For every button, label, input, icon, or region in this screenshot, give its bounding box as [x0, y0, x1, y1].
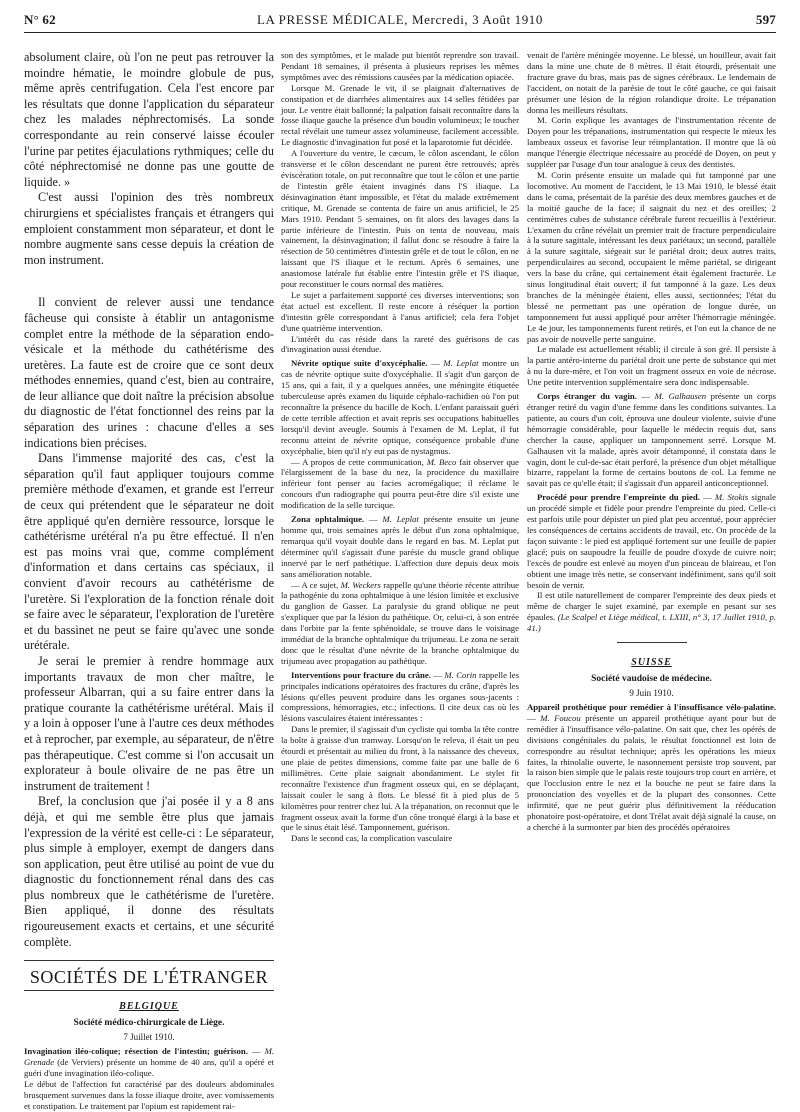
- item-paragraph: Procédé pour prendre l'empreinte du pied. — M. Stokis signale un procédé simple et fidèle pour prendre l'empreinte du pied. Celle-ci est parfois utile pour dépister un pied plat peu accentué, pour apprécier les conséquences de certains accidents de travail, etc. On procède de la façon suivante : le pied est appliqué fortement sur une feuille de papier glacé; puis on saupoudre la feuille de poudre d'oxyde de cuivre noir; l'excès de poudre est enlevé au moyen d'un pinceau de blaireau, et l'on obtient une image très nette, se conservant indéfiniment, sans qu'il soit besoin de vernir.: [527, 492, 776, 590]
- paragraph: Le sujet a parfaitement supporté ces diverses interventions; son état actuel est excellent. Il reste encore à réséquer la portion d'intestin grêle correspondant à l'anus artificiel; cela fera l'objet d'une quatrième intervention.: [281, 289, 519, 333]
- page-header: [24, 6, 776, 33]
- item-heading: Appareil prothétique pour remédier à l'insuffisance vélo-palatine.: [527, 702, 776, 713]
- paragraph: Dans le premier, il s'agissait d'un cycliste qui tomba la tête contre la boîte à graisse d'un tramway. Lorsqu'on le releva, il était un peu étourdi et présentait au milieu du front, à la naissance des cheveux, une plaie de petites dimensions, comme faite par une balle de 6 millimètres. Cette plaie saignait abondamment. Le stylet fit reconnaître l'existence d'un fragment osseux qui, en se déplaçant, laissait couler le sang à flots. Le blessé fit à pied plus de 5 kilomètres pour rentrer chez lui. A la trépanation, on reconnut que le fragment osseux avait la forme d'un cône tronqué élargi à la base et que le sinus était lésé. Tamponnement, guérison.: [281, 724, 519, 833]
- paragraph: M. Corin présente ensuite un malade qui fut tamponné par une locomotive. Au moment de l'accident, le 13 Mai 1910, le blessé était dans le coma, présentait de la parésie des deux membres gauches et de la moitié gauche de la face; il saignait du nez et des oreilles; 2 centimètres cubes de substance cérébrale furent recueillis à l'extérieur. L'examen du crâne révélait un premier trait de fracture perpendiculaire à la suture sagittale, intéressant les deux pariétaux; un second, parallèle à la suture sagittale, siégeait sur le pariétal droit; deux autres traits, perpendiculaires au second, occupaient le même pariétal, se dirigeant vers la base du crâne, qui certainement était également fracturée. Le sinus longitudinal était ouvert; il fut tamponné à la gaze. Les deux branches de la méningée étaient, elles aussi, sectionnées; l'état du blessé ne permettant pas une opération de longue durée, un tamponnement fut aussi appliqué pour arrêter l'hémorragie méningée. Le 4e jour, les tamponnements furent retirés, et l'on eut la chance de ne pas avoir de nouvelle perte sanguine.: [527, 169, 776, 344]
- item-heading: Corps étranger du vagin.: [537, 391, 637, 402]
- item-prefix: — A ce sujet,: [291, 579, 341, 590]
- paragraph: venait de l'artère méningée moyenne. Le blessé, un houilleur, avait fait dans la mine une chute de 8 mètres. Il était étourdi, présentait une fracture grave du bras, mais pas de signes cérébraux. Le lendemain de l'accident, on notait de la parésie de tout le côté gauche, ce qui faisait présumer une lésion de la région rolandique droite. Le trépanation donna les meilleurs résultats.: [527, 50, 776, 115]
- paragraph: absolument claire, où l'on ne peut pas retrouver la moindre hématie, le moindre globule de pus, même après centrifugation. Cela l'est encore par les résultats que donne l'application du séparateur chez les malades néphrectomisés. La sonde correspondante au rein conservé laisse écouler l'urine par petites éjaculations rythmiques; celle du côté néphrectomisé ne donne pas une goutte de liquide. »: [24, 50, 274, 189]
- item-text: (de Verviers) présente un homme de 40 ans, qu'il a opéré et guéri d'une invagination iléo-colique.: [24, 1057, 274, 1079]
- paragraph: son des symptômes, et le malade put bientôt reprendre son travail. Pendant 18 semaines, il présenta à plusieurs reprises les mêmes symptômes avec des rémissions causées par la médication opiacée.: [281, 50, 519, 82]
- paragraph: Je serai le premier à rendre hommage aux importants travaux de mon cher maître, le professeur Albarran, qui a su faire entrer dans la pratique courante la cathétérisme urétéral. Mais il y a loin à opposer l'une à l'autre ces deux méthodes et à reprocher, par exemple, au séparateur, de n'être pas thérapeutique. C'est comme si l'on accusait un explorateur à boule olivaire de ne pas être un instrument de traitement !: [24, 653, 274, 793]
- paragraph: Le début de l'affection fut caractérisé par des douleurs abdominales brusquement survenues dans la fosse iliaque droite, avec vomissements et constipation. Le traitement par l'opium est rapidement rai-: [24, 1078, 274, 1111]
- item-text: présente un corps étranger retiré du vagin d'une femme dans les conditions suivantes. La patiente, au cours d'un coït, éprouva une douleur violente, suivie d'une hémorragie considérable, pour laquelle le médecin requis dut, sans chercher la cause, appliquer un tamponnement serré. Lorsque M. Galhausen vit la malade, après avoir détamponné, il constata dans le vagin, dont le cul-de-sac était perforé, la présence d'un objet métallique bizarre, rappelant la forme de certains boutons de col. La femme ne savait pas ce qu'elle était; il s'agissait d'un appareil anticonceptionnel.: [527, 391, 776, 489]
- item-text: présente ensuite un jeune homme qui, trois semaines après le début d'un zona ophtalmique, remarqua qu'il voyait double dans le regard en bas. M. Leplat put déterminer qu'il s'agissait d'une parésie du muscle grand oblique innervé par le nerf pathétique. L'affection dure depuis deux mois sans amélioration notable.: [281, 514, 519, 579]
- item-paragraph: Interventions pour fracture du crâne. — M. Corin rappelle les principales indications opératoires des fractures du crâne, d'après les lésions qu'elles peuvent produire dans les organes sous-jacents : compressions, hémorragies, etc.; infections. Il cite deux cas où les lésions vasculaires étaient intéressantes :: [281, 669, 519, 724]
- item-heading: Procédé pour prendre l'empreinte du pied.: [537, 492, 700, 503]
- item-author: M. Beco: [426, 456, 457, 467]
- society-heading: Société médico-chirurgicale de Liège.: [73, 1018, 225, 1029]
- item-text: rappelle qu'une théorie récente attribue la pathogénie du zona ophtalmique à une lésion limitée et exclusive du ganglion de Gasser. La paralysie du grand oblique ne peut s'expliquer que par la lésion du pathétique. Or, celui-ci, à son entrée dans l'orbite par la fente sphénoïdale, se trouve dans le voisinage immédiat de la branche ophtalmique du trijumeau. Le zona ne serait donc que le résultat d'une névrite de la branche ophtalmique du trijumeau avec propagation au pathétique.: [281, 579, 520, 666]
- item-author: M. Weckers: [340, 579, 381, 590]
- item-prefix: — A propos de cette communication,: [291, 456, 427, 467]
- column-right: [527, 50, 776, 1078]
- item-author: M. Leplat: [443, 358, 479, 369]
- citation: (Le Scalpel et Liège médical, t. LXIII, n° 3, 17 Juillet 1910, p. 41.): [527, 612, 777, 634]
- column-left: [24, 50, 274, 1111]
- item-author: M. Grenade: [24, 1046, 274, 1068]
- issue-number: N° 62: [24, 12, 56, 27]
- meeting-date: 7 Juillet 1910.: [123, 1032, 175, 1043]
- section-rule: [24, 960, 274, 961]
- paragraph: L'intérêt du cas réside dans la rareté des guérisons de cas d'invagination aussi étendue.: [281, 333, 519, 355]
- paragraph: M. Corin explique les avantages de l'instrumentation récente de Doyen pour les trépanations, instrumentation qui respecte le mieux les lambeaux osseux et favorise leur réimplantation. Il montre que là où manque l'énergie électrique nécessaire au procédé de Doyen, on peut y suppléer par l'usage d'un tour analogue à ceux des dentistes.: [527, 115, 776, 170]
- paragraph: Dans le second cas, la complication vasculaire: [291, 833, 453, 844]
- paragraph: Lorsque M. Grenade le vit, il se plaignait d'alternatives de constipation et de diarrhées alimentaires aux 14 selles fétidées par jour. Le ventre était ballonné; la palpation faisait reconnaître dans la fosse iliaque gauche la présence d'un boudin volumineux; le toucher rectal révélait une tumeur assez volumineuse, facilement accessible. Le diagnostic d'invagination fut posé et la laparotomie fut décidée.: [281, 82, 519, 148]
- item-author: M. Corin: [444, 669, 477, 680]
- item-text: fait observer que l'élargissement de la base du nez, la procidence du maxillaire inférieur font penser au facies acromégalique; il réclame le concours d'un radiographe qui pourra peut-être dire s'il existe une modification de la selle turcique.: [281, 456, 520, 511]
- item-text: rappelle les principales indications opératoires des fractures du crâne, d'après les lésions qu'elles peuvent produire dans les organes sous-jacents : compressions, hémorragies, etc.; infections. Il cite deux cas où les lésions vasculaires étaient intéressantes :: [281, 669, 519, 724]
- paragraph: A l'ouverture du ventre, le cæcum, le côlon ascendant, le côlon transverse et le côlon descendant ne purent être retrouvés; après éviscération totale, on put reconnaître que tout le côlon et une partie de l'intestin grêle étaient invaginés dans l'S iliaque. La désinvagination étant impossible, et l'état du malade extrêmement critique, M. Grenade se contenta de faire un anus artificiel, le 25 Mars 1910. Pendant 5 semaines, on fit alors des lavages dans la partie inférieure de l'intestin. Puis on tenta de nouveau, mais vainement, la désinvagination; il fallut donc se résoudre à faire la résection de 50 centimètres d'intestin grêle et de tout le côlon, en ne laissant que l'S iliaque et le rectum. Après 6 semaines, une anastomose latérale fut établie entre l'intestin grêle et l'S iliaque, pour reconstituer le cours normal des matières.: [281, 148, 519, 290]
- country-heading: BELGIQUE: [119, 1001, 179, 1013]
- country-heading: SUISSE: [631, 657, 672, 669]
- paragraph: Il convient de relever aussi une tendance fâcheuse qui consiste à établir un antagonisme complet entre la méthode de la séparation endo-vésicale et la méthode du cathétérisme des uretères. La faute est de croire que ce sont deux méthodes ennemies, quand c'est, bien au contraire, de leur alliance que doit naître la précision absolue du diagnostic de l'état fonctionnel des reins par la séparation des urines : chacune d'elles a ses indications bien précises.: [24, 295, 274, 450]
- paragraph: C'est aussi l'opinion des très nombreux chirurgiens et spécialistes français et étrangers qui emploient constamment mon séparateur, et dont le nombre augmente sans cesse depuis la création de mon instrument.: [24, 190, 274, 267]
- section-rule: [24, 990, 274, 991]
- item-text: Il est utile naturellement de comparer l'empreinte des deux pieds et même de charger le sujet examiné, par exemple en pesant sur ses épaules.: [527, 590, 776, 623]
- item-paragraph: [281, 580, 519, 667]
- meeting-date: 9 Juin 1910.: [629, 688, 674, 699]
- column-middle: [281, 50, 519, 1078]
- item-paragraph: Zona ophtalmique. — M. Leplat présente ensuite un jeune homme qui, trois semaines après le début d'un zona ophtalmique, remarqua qu'il voyait double dans le regard en bas. M. Leplat put déterminer qu'il s'agissait d'une parésie du muscle grand oblique innervé par le nerf pathétique. L'affection dure depuis deux mois sans amélioration notable.: [281, 514, 519, 579]
- paragraph: Le malade est actuellement rétabli; il circule à son gré. Il persiste à la partie antéro-interne du pariétal droit une perte de substance qui met à nu la dure-mère, et l'on voit un fragment osseux en voie de nécrose. Une petite intervention supplémentaire sera donc indispensable.: [527, 344, 776, 388]
- item-paragraph: Invagination iléo-colique; résection de l'intestin; guérison. — M. Grenade (de Verviers) présente un homme de 40 ans, qu'il a opéré et guéri d'une invagination iléo-colique.: [24, 1046, 274, 1079]
- section-title: SOCIÉTÉS DE L'ÉTRANGER: [29, 967, 269, 988]
- paragraph: Dans l'immense majorité des cas, c'est la séparation qu'il faut appliquer toujours comme première méthode d'examen, et grande est l'erreur de ceux qui prétendent que le séparateur ne doit être appliqué qu'en dernière ressource, lorsque le cathétérisme urétéral n'a pu être effectué. Il n'en est pas moins vrai que, comme complément d'information et dans certains cas spéciaux, il convient d'avoir recours au cathétérisme de l'uretère. Si l'exploration de la fonction rénale doit se faire avec le séparateur, l'exploration de l'uretère et du bassinet ne peut se faire qu'avec une sonde urétérale.: [24, 451, 274, 653]
- item-paragraph: [281, 457, 519, 512]
- item-heading: Invagination iléo-colique; résection de l'intestin; guérison.: [24, 1046, 248, 1057]
- page-number: 597: [755, 12, 776, 27]
- item-author: M. Foucou: [540, 712, 581, 723]
- item-author: M. Galhausen: [654, 391, 707, 402]
- journal-title: LA PRESSE MÉDICALE, Mercredi, 3 Août 1910: [256, 12, 544, 27]
- paragraph: Bref, la conclusion que j'ai posée il y a 8 ans déjà, et qui me semble être plus que jamais l'expression de la vérité est celle-ci : Le séparateur, plus simple à employer, exempt de dangers dans son application, peut être utilisé au point de vue du diagnostic du fonctionnement rénal dans des cas plus nombreux que le cathétérisme de l'uretère. Bien appliqué, il donne des résultats rigoureusement exacts et certains, et une sécurité complète.: [24, 794, 274, 949]
- item-heading: Zona ophtalmique.: [291, 514, 365, 525]
- item-text: signale un procédé simple et fidèle pour prendre l'empreinte du pied. Celle-ci est parfois utile pour dépister un pied plat peu accentué, pour apprécier les conséquences de certains accidents de travail, etc. On procède de la façon suivante : le pied est appliqué fortement sur une feuille de papier glacé; puis on saupoudre la feuille de poudre d'oxyde de cuivre noir; l'excès de poudre est enlevé au moyen d'un pinceau de blaireau, et l'on obtient une image très nette, se conservant indéfiniment, sans qu'il soit besoin de vernir.: [527, 492, 776, 590]
- society-heading: Société vaudoise de médecine.: [591, 674, 712, 685]
- item-heading: Névrite optique suite d'oxycéphalie.: [291, 358, 428, 369]
- item-paragraph: [527, 590, 776, 634]
- item-paragraph: Névrite optique suite d'oxycéphalie. — M. Leplat montre un cas de névrite optique suite d'oxycéphalie. Il s'agit d'un garçon de 15 ans, qui a fait, il y a quelques années, une méningite étiquetée tuberculeuse après examen du liquide céphalo-rachidien où l'on put reconnaître la présence du bacille de Koch. L'enfant paraissait guéri de cette terrible affection et avait repris ses occupations habituelles lorsqu'il devint aveugle. Soumis à l'examen de M. Leplat, il fut reconnu atteint de névrite optique, conséquence probable d'une oxycéphalie, bien qu'il n'y eut pas de nystagmus.: [281, 358, 520, 456]
- item-author: M. Stokis: [714, 492, 749, 503]
- item-heading: Interventions pour fracture du crâne.: [291, 669, 431, 680]
- item-author: M. Leplat: [382, 514, 419, 525]
- item-paragraph: Appareil prothétique pour remédier à l'insuffisance vélo-palatine. — M. Foucou présente un appareil prothétique ayant pour but de remédier à l'insuffisance vélo-palatine. On sait que, chez les opérés de divisions congénitales du palais, le résultat fonctionnel est loin de correspondre au résultat technique; après les opérations les mieux faites, la rhinolalie ouverte, le nasonnement persiste trop souvent, par la raison bien simple que le palais reste toujours trop court en arrière, et que l'occlusion entre le nez et la bouche ne peut se faire dans la prononciation des voyelles et de la plupart des consonnes. Cette infirmité, que ne peut guérir plus définitivement la rééducation phonatoire post-opératoire, et dont Trélat avait déjà signalé la cause, on a cherché à la surmonter par bien des procédés opératoires: [527, 702, 776, 832]
- item-text: présente un appareil prothétique ayant pour but de remédier à l'insuffisance vélo-palatine. On sait que, chez les opérés de divisions congénitales du palais, le résultat fonctionnel est loin de correspondre au résultat technique; après les opérations les mieux faites, la rhinolalie ouverte, le nasonnement persiste trop souvent, par la raison bien simple que le palais reste toujours trop court en arrière, et que l'occlusion entre le nez et la bouche ne peut se faire dans la prononciation des voyelles et de la plupart des consonnes. Cette infirmité, que ne peut guérir plus définitivement la rééducation phonatoire post-opératoire, et dont Trélat avait déjà signalé la cause, on a cherché à la surmonter par bien des procédés opératoires: [527, 712, 776, 832]
- item-paragraph: Corps étranger du vagin. — M. Galhausen présente un corps étranger retiré du vagin d'une femme dans les conditions suivantes. La patiente, au cours d'un coït, éprouva une douleur violente, suivie d'une hémorragie considérable, pour laquelle le médecin requis dut, sans chercher la cause, appliquer un tamponnement serré. Lorsque M. Galhausen vit la malade, après avoir détamponné, il constata dans le vagin, dont le cul-de-sac était perforé, la présence d'un objet métallique bizarre, rappelant la forme de certains boutons de col. La femme ne savait pas ce qu'elle était; il s'agissait d'un appareil anticonceptionnel.: [527, 391, 776, 489]
- section-rule: [617, 642, 687, 643]
- item-text: montre un cas de névrite optique suite d'oxycéphalie. Il s'agit d'un garçon de 15 ans, qui a fait, il y a quelques années, une méningite étiquetée tuberculeuse après examen du liquide céphalo-rachidien où l'on put reconnaître la présence du bacille de Koch. L'enfant paraissait guéri de cette terrible affection et avait repris ses occupations habituelles lorsqu'il devint aveugle. Soumis à l'examen de M. Leplat, il fut reconnu atteint de névrite optique, conséquence probable d'une oxycéphalie, bien qu'il n'y eut pas de nystagmus.: [281, 358, 520, 456]
